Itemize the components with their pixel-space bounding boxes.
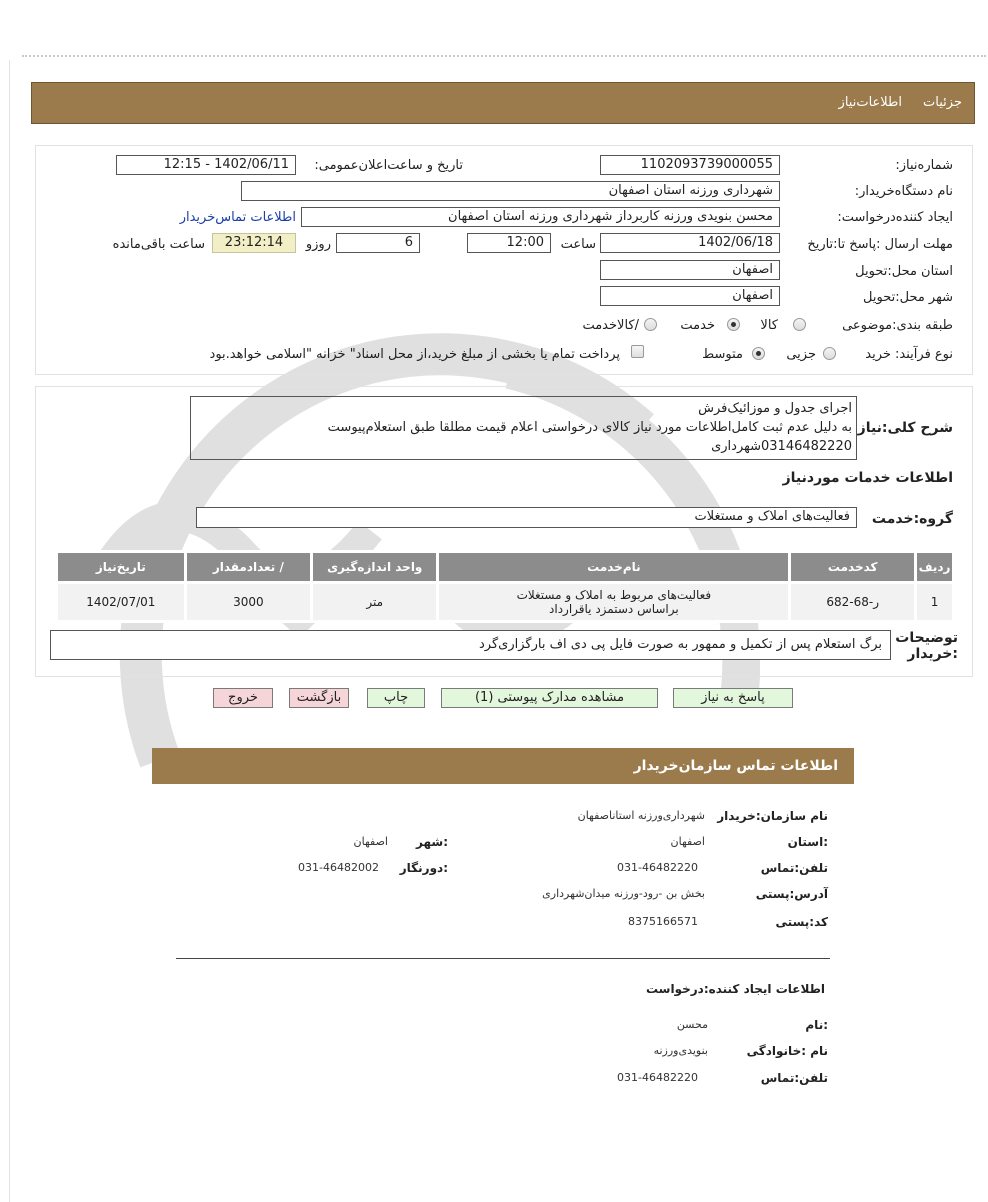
col-unit: واحد اندازه‌گیری — [312, 552, 438, 583]
remaining-clock: 23:12:14 — [212, 233, 296, 253]
category-service-radio[interactable] — [727, 318, 740, 331]
contact-fax-label: :دورنگار — [399, 861, 448, 875]
creator-phone-label: تلفن:تماس — [760, 1071, 828, 1085]
description-line-2: به دلیل عدم ثبت کامل‌اطلاعات مورد نیاز کالای درخواستی اعلام قیمت مطلقا طبق استعلام‌پیوست — [327, 420, 852, 435]
contact-phone-label: تلفن:تماس — [760, 861, 828, 875]
creator-family-value: بنویدی‌ورزنه — [653, 1044, 708, 1057]
category-service-label: خدمت — [680, 318, 715, 333]
remaining-label: ساعت باقی‌مانده — [112, 237, 205, 252]
contact-province-value: اصفهان — [670, 835, 705, 848]
cell-name — [438, 583, 790, 622]
need-number-label: شماره‌نیاز: — [895, 158, 953, 173]
days-label: روزو — [305, 237, 331, 252]
announce-field: 1402/06/11 - 12:15 — [116, 155, 296, 175]
contact-phone-value: 031-46482220 — [617, 861, 698, 874]
treasury-payment-checkbox[interactable] — [631, 345, 644, 358]
service-group-label: گروه:خدمت — [871, 511, 953, 527]
col-name: نام‌خدمت — [438, 552, 790, 583]
need-info-panel — [35, 145, 973, 375]
service-group-field: فعالیت‌های املاک و مستغلات — [196, 507, 857, 528]
creator-info-title: اطلاعات ایجاد کننده:درخواست — [645, 982, 825, 996]
contact-address-label: آدرس:پستی — [755, 887, 828, 901]
buyer-contact-title: اطلاعات تماس سازمان‌خریدار — [633, 758, 838, 774]
attachments-button[interactable]: مشاهده مدارک پیوستی (1) — [441, 688, 658, 708]
cell-row: 1 — [916, 583, 954, 622]
creator-phone-value: 031-46482220 — [617, 1071, 698, 1084]
treasury-payment-label: پرداخت تمام یا بخشی از مبلغ خرید،از محل اسناد" خزانه "اسلامی خواهد.بود — [209, 347, 620, 362]
buyer-notes-field: برگ استعلام پس از تکمیل و ممهور به صورت فایل پی دی اف بارگزاری‌گرد — [50, 630, 891, 660]
top-dotted-divider — [22, 55, 986, 57]
cell-date: 1402/07/01 — [57, 583, 186, 622]
contact-org-value: شهرداری‌ورزنه استاناصفهان — [577, 809, 705, 822]
contact-fax-value: 031-46482002 — [298, 861, 379, 874]
contact-org-label: نام سازمان:خریدار — [717, 809, 828, 823]
process-minor-radio[interactable] — [823, 347, 836, 360]
buyer-contact-link[interactable]: اطلاعات تماس‌خریدار — [179, 210, 296, 225]
contact-city-value: اصفهان — [353, 835, 388, 848]
col-qty: / تعدادمقدار — [185, 552, 311, 583]
description-line-3: 03146482220شهرداری — [711, 439, 852, 454]
contact-postal-label: کد:پستی — [775, 915, 828, 929]
breadcrumb-need-info[interactable]: اطلاعات‌نیاز — [838, 95, 902, 110]
days-field: 6 — [336, 233, 420, 253]
buyer-org-label: نام دستگاه‌خریدار: — [854, 184, 953, 199]
cell-unit: متر — [312, 583, 438, 622]
category-both-label: /کالاخدمت — [582, 318, 639, 333]
need-number-field: 1102093739000055 — [600, 155, 780, 175]
services-table — [55, 550, 955, 623]
buyer-notes-label — [895, 630, 958, 662]
contact-city-label: :شهر — [416, 835, 448, 849]
section-divider — [176, 958, 830, 959]
creator-field: محسن بنویدی ورزنه کاربرداز شهرداری ورزنه استان اصفهان — [301, 207, 780, 227]
cell-name-line-1: فعالیت‌های مربوط به املاک و مستغلات — [516, 588, 712, 602]
announce-label: تاریخ و ساعت‌اعلان‌عمومی: — [314, 158, 463, 173]
process-type-label: نوع فرآیند: خرید — [865, 347, 953, 362]
left-border-line — [9, 60, 10, 1202]
creator-label: ایجاد کننده‌درخواست: — [837, 210, 953, 225]
creator-family-label: نام :خانوادگی — [746, 1044, 828, 1058]
page-header-bar — [31, 82, 975, 124]
category-label: طبقه بندی:موضوعی — [842, 318, 953, 333]
reply-button[interactable]: پاسخ به نیاز — [673, 688, 793, 708]
buyer-org-field: شهرداری ورزنه استان اصفهان — [241, 181, 780, 201]
process-medium-radio[interactable] — [752, 347, 765, 360]
print-button[interactable]: چاپ — [367, 688, 425, 708]
city-field: اصفهان — [600, 286, 780, 306]
process-minor-label: جزیی — [786, 347, 816, 362]
exit-button[interactable]: خروج — [213, 688, 273, 708]
table-row — [57, 583, 954, 622]
buyer-notes-label-line-2: :خریدار — [907, 646, 958, 662]
contact-address-value: بخش بن -رود-ورزنه میدان‌شهرداری — [542, 887, 705, 900]
col-row: ردیف — [916, 552, 954, 583]
breadcrumb-details[interactable]: جزئیات — [923, 95, 962, 110]
cell-qty: 3000 — [185, 583, 311, 622]
contact-province-label: :استان — [787, 835, 828, 849]
category-goods-radio[interactable] — [793, 318, 806, 331]
contact-postal-value: 8375166571 — [628, 915, 698, 928]
deadline-time-field: 12:00 — [467, 233, 551, 253]
province-label: استان محل:تحویل — [855, 264, 953, 279]
services-title: اطلاعات خدمات موردنیاز — [782, 470, 953, 486]
col-date: تاریخ‌نیاز — [57, 552, 186, 583]
description-box — [190, 396, 857, 460]
creator-name-value: محسن — [676, 1018, 708, 1031]
cell-name-line-2: براساس دستمزد یاقرارداد — [549, 602, 679, 616]
deadline-time-label: ساعت — [560, 237, 596, 252]
col-code: کدخدمت — [790, 552, 916, 583]
description-label: شرح کلی:نیاز — [857, 420, 953, 436]
deadline-label: مهلت ارسال :پاسخ تا:تاریخ — [807, 237, 953, 252]
creator-name-label: :نام — [805, 1018, 828, 1032]
buyer-notes-label-line-1: توضیحات — [895, 630, 958, 646]
back-button[interactable]: بازگشت — [289, 688, 349, 708]
cell-code: ر-68-682 — [790, 583, 916, 622]
services-table-header — [57, 552, 954, 583]
city-label: شهر محل:تحویل — [863, 290, 953, 305]
deadline-date-field: 1402/06/18 — [600, 233, 780, 253]
category-goods-label: کالا — [760, 318, 778, 333]
description-line-1: اجرای جدول و موزائیک‌فرش — [698, 401, 852, 416]
process-medium-label: متوسط — [702, 347, 743, 362]
buyer-contact-header — [152, 748, 854, 784]
province-field: اصفهان — [600, 260, 780, 280]
category-both-radio[interactable] — [644, 318, 657, 331]
